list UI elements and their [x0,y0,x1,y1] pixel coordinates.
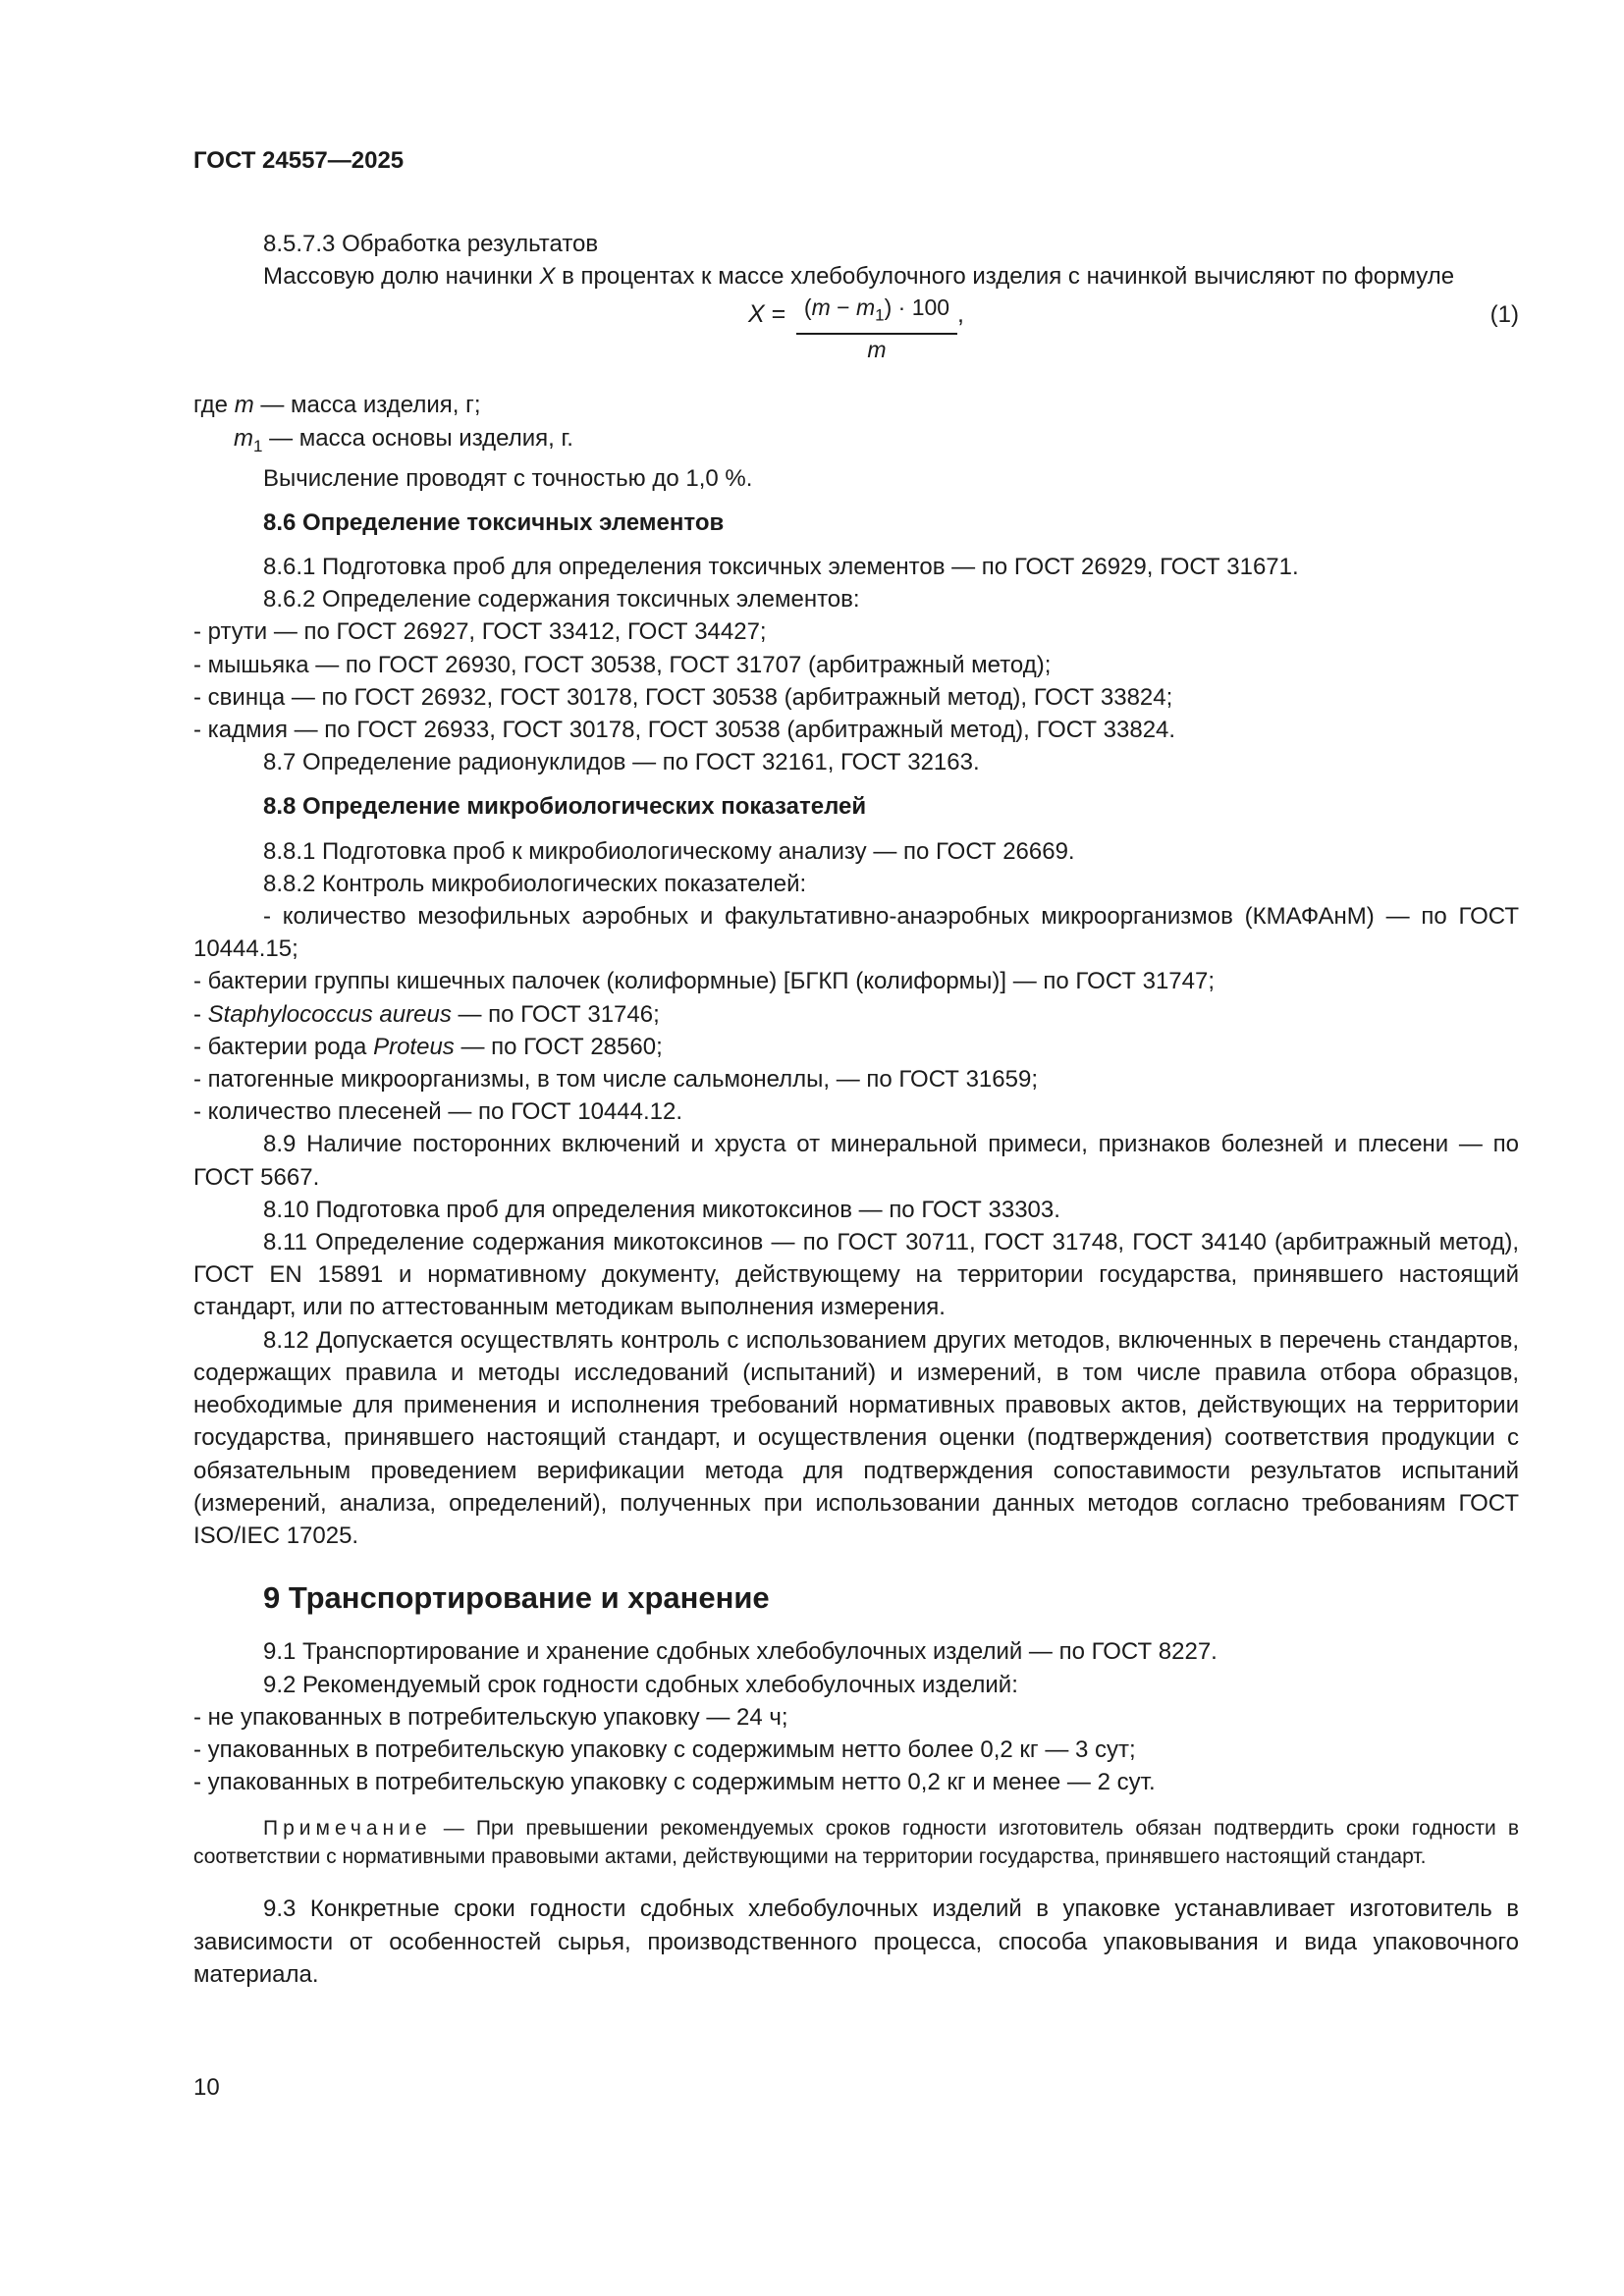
formula-comma: , [957,300,964,329]
paragraph-8573-title: 8.5.7.3 Обработка результатов [263,231,599,257]
list-item: - свинца — по ГОСТ 26932, ГОСТ 30178, ГОСТ 30538 (арбитражный метод), ГОСТ 33824; [193,681,1519,714]
page-number: 10 [193,2074,220,2101]
paragraph-861: 8.6.1 Подготовка проб для определения токсичных элементов — по ГОСТ 26929, ГОСТ 31671. [263,554,1299,581]
note-label: Примечание [263,1817,432,1841]
list-item-kmafanm: - количество мезофильных аэробных и факультативно-анаэробных микроорганизмов (КМАФАнМ) — по ГОСТ 10444.15; [193,903,1519,963]
where-m1: $m_1$ — масса основы изделия, г. [234,424,573,455]
paragraph-811: 8.11 Определение содержания микотоксинов — по ГОСТ 30711, ГОСТ 31748, ГОСТ 34140 (арбитражный метод), ГОСТ EN 15891 и нормативному документу, действующему на территории государства, принявшего настоящий стандарт, или по аттестованным методикам выполнения измерения. [193,1229,1519,1321]
paragraph-862: 8.6.2 Определение содержания токсичных элементов: [263,586,860,614]
formula-number: (1) [1489,301,1519,329]
document-header: ГОСТ 24557—2025 [193,147,405,174]
list-item: - бактерии группы кишечных палочек (колиформные) [БГКП (колиформы)] — по ГОСТ 31747; [193,965,1519,997]
formula-1 [193,293,1519,383]
document-body [193,228,1519,1991]
paragraph-881: 8.8.1 Подготовка проб к микробиологическому анализу — по ГОСТ 26669. [263,837,1075,865]
formula-lhs: X = [748,300,786,329]
list-item: - Staphylococcus aureus — по ГОСТ 31746; [193,998,1519,1031]
heading-8-8: 8.8 Определение микробиологических показателей [263,793,867,821]
paragraph-89: 8.9 Наличие посторонних включений и хруста от минеральной примеси, признаков болезней и плесени — по ГОСТ 5667. [193,1131,1519,1191]
formula-fraction [796,293,957,364]
list-item: - не упакованных в потребительскую упаковку — 24 ч; [193,1701,1519,1734]
paragraph-812: 8.12 Допускается осуществлять контроль с использованием других методов, включенных в перечень стандартов, содержащих правила и методы исследований (испытаний) и измерений, в том числе правила отбора образцов, необходимые для применения и исполнения требований нормативных правовых актов, действующих на территории государства, принявшего настоящий стандарт, и осуществления оценки (подтверждения) соответствия продукции с обязательным проведением верификации метода для подтверждения сопоставимости результатов испытаний (измерений, анализа, определений), полученных при использовании данных методов согласно требованиям ГОСТ ISO/IEC 17025. [193,1326,1519,1549]
list-item: - упакованных в потребительскую упаковку с содержимым нетто более 0,2 кг — 3 сут; [193,1734,1519,1766]
precision-note: Вычисление проводят с точностью до 1,0 %. [263,464,753,492]
paragraph-810: 8.10 Подготовка проб для определения микотоксинов — по ГОСТ 33303. [263,1196,1060,1223]
paragraph-87: 8.7 Определение радионуклидов — по ГОСТ 32161, ГОСТ 32163. [263,749,980,776]
paragraph-8573-text: Массовую долю начинки X в процентах к массе хлебобулочного изделия с начинкой вычисляют по формуле [263,263,1455,291]
list-item: - ртути — по ГОСТ 26927, ГОСТ 33412, ГОСТ 34427; [193,615,1519,648]
where-m: где m — масса изделия, г; [193,392,481,419]
list-item: - бактерии рода Proteus — по ГОСТ 28560; [193,1031,1519,1063]
heading-8-6: 8.6 Определение токсичных элементов [263,508,725,536]
paragraph-882: 8.8.2 Контроль микробиологических показателей: [263,870,807,897]
list-item: - патогенные микроорганизмы, в том числе сальмонеллы, — по ГОСТ 31659; [193,1063,1519,1095]
list-item: - упакованных в потребительскую упаковку с содержимым нетто 0,2 кг и менее — 2 сут. [193,1766,1519,1798]
paragraph-93: 9.3 Конкретные сроки годности сдобных хлебобулочных изделий в упаковке устанавливает изготовитель в зависимости от особенностей сырья, производственного процесса, способа упаковывания и вида упаковочного материала. [193,1896,1519,1988]
heading-9: 9 Транспортирование и хранение [263,1580,770,1616]
note: Примечание — При превышении рекомендуемых сроков годности изготовитель обязан подтвердить сроки годности в соответствии с нормативными правовыми актами, действующими на территории государства, принявшего настоящий стандарт. [193,1817,1519,1869]
list-item: - количество плесеней — по ГОСТ 10444.12. [193,1095,1519,1128]
list-item: - кадмия — по ГОСТ 26933, ГОСТ 30178, ГОСТ 30538 (арбитражный метод), ГОСТ 33824. [193,714,1519,746]
paragraph-91: 9.1 Транспортирование и хранение сдобных хлебобулочных изделий — по ГОСТ 8227. [263,1638,1218,1666]
list-item: - мышьяка — по ГОСТ 26930, ГОСТ 30538, ГОСТ 31707 (арбитражный метод); [193,649,1519,681]
formula-denominator: m [867,337,887,362]
formula-numerator: $(m - m_1) \cdot 100$ [796,293,957,335]
paragraph-92: 9.2 Рекомендуемый срок годности сдобных хлебобулочных изделий: [263,1671,1018,1698]
